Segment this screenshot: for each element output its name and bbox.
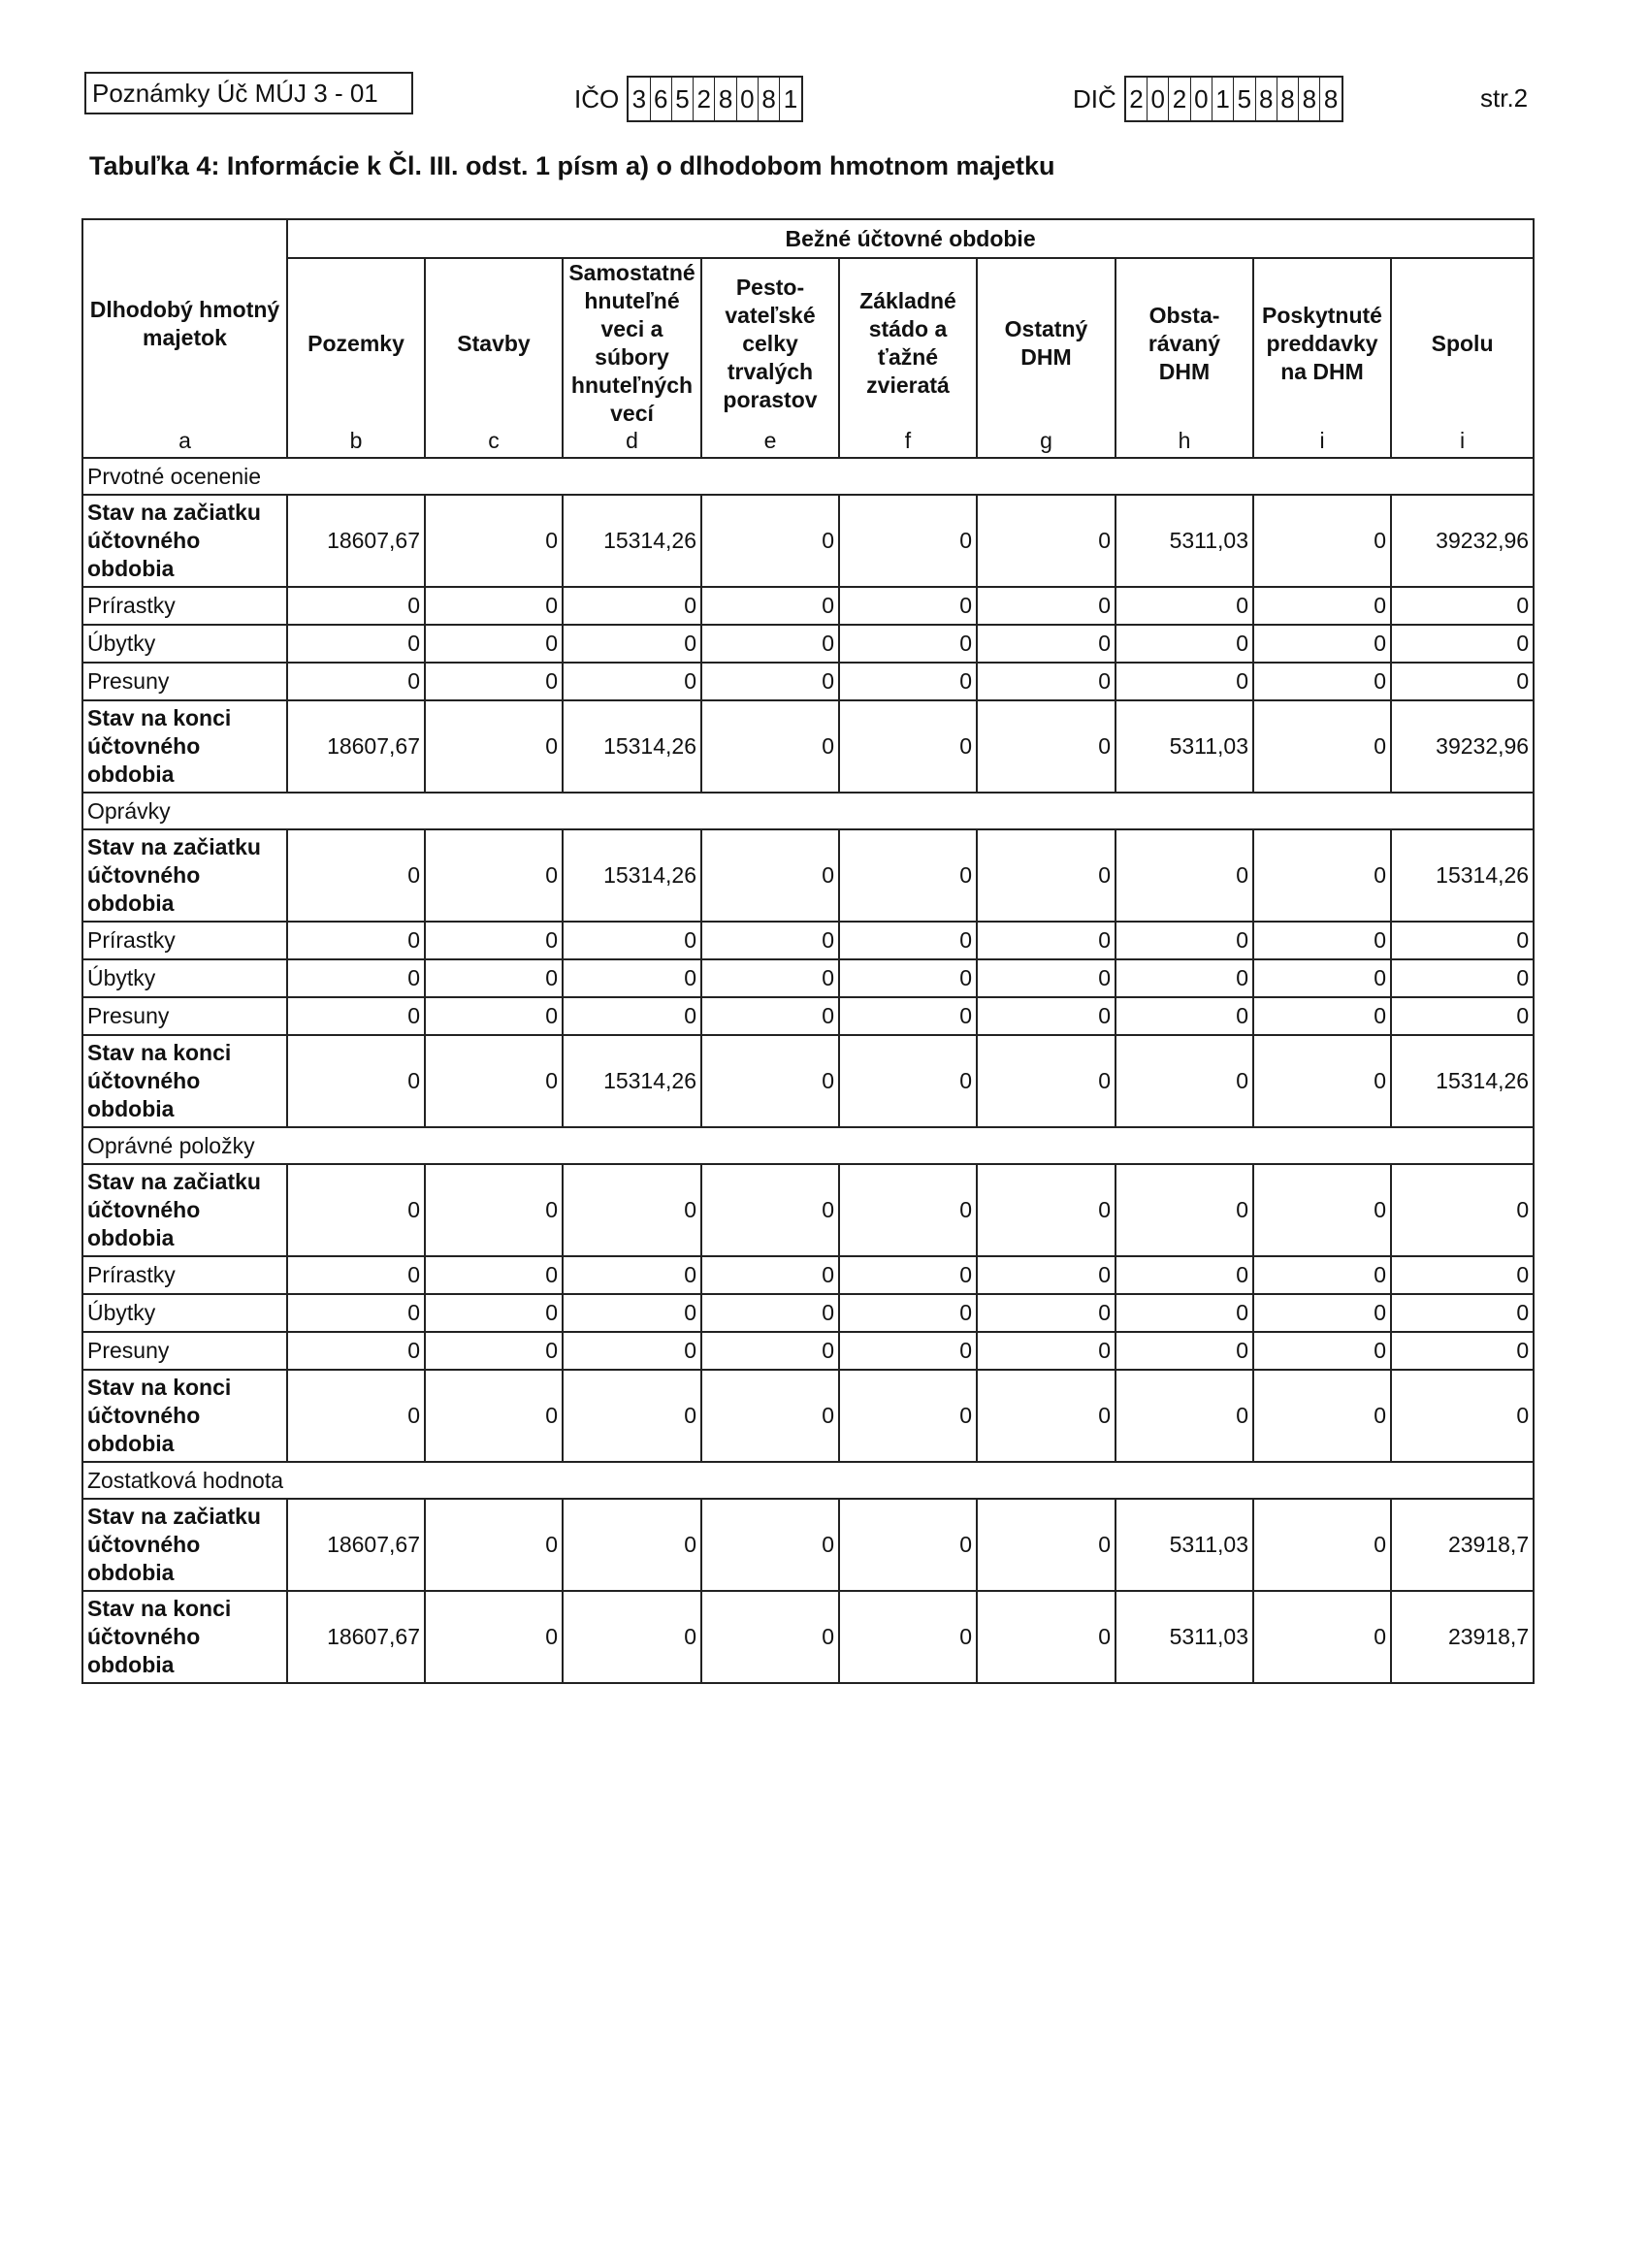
dic-label: DIČ <box>1073 83 1116 113</box>
value-cell: 5311,03 <box>1116 1591 1253 1683</box>
table-row <box>82 1591 1534 1683</box>
table-row <box>82 663 1534 700</box>
row-label: Úbytky <box>82 1294 287 1332</box>
value-cell: 0 <box>425 663 563 700</box>
value-cell: 0 <box>1253 700 1391 793</box>
value-cell: 0 <box>563 959 701 997</box>
section-title: Prvotné ocenenie <box>82 458 1534 495</box>
value-cell: 0 <box>1253 1256 1391 1294</box>
value-cell: 0 <box>1253 495 1391 587</box>
value-cell: 0 <box>977 587 1116 625</box>
value-cell: 0 <box>977 1035 1116 1127</box>
column-header <box>1391 258 1534 458</box>
value-cell: 0 <box>977 1499 1116 1591</box>
ico-group <box>574 76 803 122</box>
value-cell: 0 <box>1391 1332 1534 1370</box>
form-label: Poznámky Úč MÚJ 3 - 01 <box>84 72 413 114</box>
value-cell: 0 <box>1391 997 1534 1035</box>
ico-digit: 5 <box>672 78 694 120</box>
value-cell: 0 <box>839 959 977 997</box>
table-row <box>82 1256 1534 1294</box>
row-label: Prírastky <box>82 587 287 625</box>
value-cell: 0 <box>287 663 425 700</box>
column-label: Poskytnuté preddavky na DHM <box>1262 302 1382 384</box>
row-label: Presuny <box>82 1332 287 1370</box>
value-cell: 0 <box>977 829 1116 922</box>
row-label: Úbytky <box>82 625 287 663</box>
value-cell: 0 <box>701 1256 839 1294</box>
value-cell: 0 <box>1116 1035 1253 1127</box>
value-cell: 0 <box>287 959 425 997</box>
value-cell: 0 <box>1116 829 1253 922</box>
value-cell: 0 <box>1116 959 1253 997</box>
page-number: str.2 <box>1480 83 1529 113</box>
value-cell: 0 <box>287 625 425 663</box>
value-cell: 0 <box>1391 1256 1534 1294</box>
column-header <box>287 258 425 458</box>
section-row <box>82 458 1534 495</box>
value-cell: 5311,03 <box>1116 495 1253 587</box>
value-cell: 0 <box>701 1035 839 1127</box>
column-letter: b <box>349 428 363 453</box>
value-cell: 0 <box>701 625 839 663</box>
value-cell: 0 <box>287 922 425 959</box>
value-cell: 0 <box>425 1591 563 1683</box>
section-row <box>82 793 1534 829</box>
value-cell: 18607,67 <box>287 495 425 587</box>
value-cell: 0 <box>1116 1294 1253 1332</box>
value-cell: 0 <box>977 495 1116 587</box>
value-cell: 0 <box>563 663 701 700</box>
value-cell: 0 <box>839 1164 977 1256</box>
value-cell: 0 <box>1253 1591 1391 1683</box>
table-row <box>82 922 1534 959</box>
value-cell: 0 <box>839 922 977 959</box>
row-label: Stav na začiatku účtovného obdobia <box>82 829 287 922</box>
table-row <box>82 700 1534 793</box>
column-label: Ostatný DHM <box>1004 316 1088 370</box>
value-cell: 0 <box>839 1591 977 1683</box>
value-cell: 0 <box>977 1591 1116 1683</box>
value-cell: 0 <box>977 663 1116 700</box>
value-cell: 0 <box>425 587 563 625</box>
ico-digit: 3 <box>629 78 650 120</box>
ico-digit: 1 <box>783 84 798 113</box>
value-cell: 15314,26 <box>563 495 701 587</box>
value-cell: 0 <box>701 1164 839 1256</box>
value-cell: 0 <box>1391 959 1534 997</box>
column-label: Pozemky <box>307 330 404 356</box>
value-cell: 15314,26 <box>563 700 701 793</box>
value-cell: 0 <box>1391 587 1534 625</box>
value-cell: 0 <box>1391 1370 1534 1462</box>
table-row <box>82 959 1534 997</box>
value-cell: 0 <box>977 700 1116 793</box>
table-row <box>82 997 1534 1035</box>
dic-digit-boxes <box>1124 76 1343 122</box>
value-cell: 15314,26 <box>1391 829 1534 922</box>
column-label: Pesto-vateľské celky trvalých porastov <box>723 274 818 412</box>
dic-digit: 1 <box>1212 78 1234 120</box>
value-cell: 0 <box>1253 1499 1391 1591</box>
value-cell: 0 <box>977 922 1116 959</box>
table-row <box>82 829 1534 922</box>
value-cell: 0 <box>287 1035 425 1127</box>
value-cell: 0 <box>425 1370 563 1462</box>
value-cell: 0 <box>1253 1370 1391 1462</box>
header-first-column <box>82 219 287 458</box>
value-cell: 0 <box>839 1256 977 1294</box>
value-cell: 0 <box>425 922 563 959</box>
column-label: Základné stádo a ťažné zvieratá <box>859 288 956 398</box>
row-label: Prírastky <box>82 1256 287 1294</box>
row-label: Stav na konci účtovného obdobia <box>82 1370 287 1462</box>
value-cell: 0 <box>701 1499 839 1591</box>
ico-digit: 0 <box>737 78 759 120</box>
value-cell: 15314,26 <box>563 829 701 922</box>
value-cell: 0 <box>563 1332 701 1370</box>
value-cell: 5311,03 <box>1116 700 1253 793</box>
dic-digit: 2 <box>1169 78 1190 120</box>
ico-digit: 2 <box>694 78 715 120</box>
value-cell: 0 <box>701 1294 839 1332</box>
value-cell: 0 <box>701 587 839 625</box>
value-cell: 0 <box>1116 587 1253 625</box>
value-cell: 18607,67 <box>287 700 425 793</box>
column-header <box>1116 258 1253 458</box>
value-cell: 0 <box>701 495 839 587</box>
value-cell: 0 <box>1116 1256 1253 1294</box>
value-cell: 15314,26 <box>1391 1035 1534 1127</box>
value-cell: 0 <box>287 1332 425 1370</box>
section-row <box>82 1462 1534 1499</box>
dic-digit: 8 <box>1299 78 1320 120</box>
value-cell: 0 <box>425 625 563 663</box>
value-cell: 0 <box>977 1370 1116 1462</box>
table-row <box>82 587 1534 625</box>
value-cell: 0 <box>1116 997 1253 1035</box>
column-header <box>839 258 977 458</box>
column-header <box>1253 258 1391 458</box>
value-cell: 0 <box>287 1256 425 1294</box>
value-cell: 0 <box>701 1591 839 1683</box>
value-cell: 0 <box>1116 625 1253 663</box>
dic-digit: 2 <box>1126 78 1148 120</box>
value-cell: 0 <box>563 1370 701 1462</box>
column-letter: i <box>1319 428 1325 453</box>
section-title: Oprávné položky <box>82 1127 1534 1164</box>
dic-digit: 5 <box>1234 78 1255 120</box>
asset-table <box>81 218 1535 1684</box>
period-header: Bežné účtovné obdobie <box>287 219 1534 258</box>
value-cell: 0 <box>287 997 425 1035</box>
table-row <box>82 495 1534 587</box>
value-cell: 0 <box>563 1591 701 1683</box>
value-cell: 0 <box>1253 1035 1391 1127</box>
value-cell: 0 <box>839 495 977 587</box>
value-cell: 0 <box>839 1370 977 1462</box>
value-cell: 0 <box>1391 625 1534 663</box>
value-cell: 0 <box>563 1499 701 1591</box>
value-cell: 0 <box>1391 1294 1534 1332</box>
table-row <box>82 1035 1534 1127</box>
value-cell: 0 <box>1116 1164 1253 1256</box>
row-label: Presuny <box>82 997 287 1035</box>
value-cell: 0 <box>839 1332 977 1370</box>
value-cell: 0 <box>701 663 839 700</box>
value-cell: 0 <box>1391 922 1534 959</box>
value-cell: 0 <box>839 1499 977 1591</box>
value-cell: 0 <box>287 1164 425 1256</box>
value-cell: 0 <box>563 1256 701 1294</box>
table-caption: Tabuľka 4: Informácie k Čl. III. odst. 1 písm a) o dlhodobom hmotnom majetku <box>89 151 1055 180</box>
value-cell: 0 <box>701 959 839 997</box>
value-cell: 0 <box>563 1294 701 1332</box>
table-row <box>82 1164 1534 1256</box>
value-cell: 0 <box>839 625 977 663</box>
value-cell: 0 <box>977 997 1116 1035</box>
value-cell: 23918,7 <box>1391 1591 1534 1683</box>
value-cell: 0 <box>701 922 839 959</box>
value-cell: 0 <box>839 1035 977 1127</box>
value-cell: 0 <box>287 1370 425 1462</box>
column-header <box>563 258 701 458</box>
row-label: Stav na začiatku účtovného obdobia <box>82 1164 287 1256</box>
value-cell: 18607,67 <box>287 1499 425 1591</box>
column-letter: d <box>626 428 638 453</box>
value-cell: 0 <box>425 1499 563 1591</box>
row-label: Stav na konci účtovného obdobia <box>82 700 287 793</box>
value-cell: 0 <box>563 997 701 1035</box>
value-cell: 0 <box>425 1256 563 1294</box>
column-label: Spolu <box>1431 330 1494 356</box>
section-title: Oprávky <box>82 793 1534 829</box>
column-label: Samostatné hnuteľné veci a súbory hnuteľných vecí <box>568 260 695 426</box>
value-cell: 0 <box>1253 1164 1391 1256</box>
value-cell: 0 <box>1116 663 1253 700</box>
value-cell: 0 <box>701 829 839 922</box>
dic-group <box>1073 76 1343 122</box>
value-cell: 0 <box>839 1294 977 1332</box>
section-row <box>82 1127 1534 1164</box>
value-cell: 0 <box>977 1256 1116 1294</box>
value-cell: 0 <box>425 700 563 793</box>
value-cell: 0 <box>977 1332 1116 1370</box>
value-cell: 0 <box>839 997 977 1035</box>
row-label: Presuny <box>82 663 287 700</box>
column-letter: h <box>1178 428 1191 453</box>
value-cell: 0 <box>1253 829 1391 922</box>
value-cell: 0 <box>1253 1294 1391 1332</box>
table-row <box>82 1294 1534 1332</box>
table-row <box>82 625 1534 663</box>
column-letter: f <box>904 428 912 453</box>
value-cell: 0 <box>287 1294 425 1332</box>
value-cell: 0 <box>977 625 1116 663</box>
row-label: Úbytky <box>82 959 287 997</box>
value-cell: 0 <box>977 959 1116 997</box>
column-header <box>425 258 563 458</box>
column-letter: i <box>1459 428 1466 453</box>
dic-digit: 8 <box>1277 78 1299 120</box>
value-cell: 0 <box>287 587 425 625</box>
value-cell: 0 <box>1253 922 1391 959</box>
table-row <box>82 1499 1534 1591</box>
value-cell: 39232,96 <box>1391 700 1534 793</box>
ico-digit: 6 <box>651 78 672 120</box>
section-title: Zostatková hodnota <box>82 1462 1534 1499</box>
dic-digit: 8 <box>1323 84 1339 113</box>
dic-digit: 0 <box>1148 78 1169 120</box>
value-cell: 0 <box>839 700 977 793</box>
value-cell: 0 <box>563 587 701 625</box>
table-row <box>82 1332 1534 1370</box>
column-letter: g <box>1040 428 1052 453</box>
ico-label: IČO <box>574 83 620 113</box>
value-cell: 39232,96 <box>1391 495 1534 587</box>
row-label: Stav na konci účtovného obdobia <box>82 1035 287 1127</box>
value-cell: 0 <box>563 922 701 959</box>
value-cell: 0 <box>1391 663 1534 700</box>
value-cell: 0 <box>701 700 839 793</box>
value-cell: 0 <box>1253 1332 1391 1370</box>
column-label: Stavby <box>457 330 531 356</box>
value-cell: 5311,03 <box>1116 1499 1253 1591</box>
ico-digit: 8 <box>759 78 780 120</box>
value-cell: 0 <box>1391 1164 1534 1256</box>
table-row <box>82 1370 1534 1462</box>
dic-digit: 8 <box>1256 78 1277 120</box>
value-cell: 0 <box>1253 625 1391 663</box>
value-cell: 0 <box>425 829 563 922</box>
value-cell: 0 <box>425 1294 563 1332</box>
column-header <box>977 258 1116 458</box>
value-cell: 0 <box>701 1370 839 1462</box>
value-cell: 0 <box>1253 587 1391 625</box>
value-cell: 0 <box>1253 959 1391 997</box>
value-cell: 0 <box>1116 1370 1253 1462</box>
ico-digit-boxes <box>627 76 802 122</box>
value-cell: 0 <box>287 829 425 922</box>
value-cell: 0 <box>839 829 977 922</box>
value-cell: 0 <box>425 1332 563 1370</box>
dic-digit: 0 <box>1191 78 1212 120</box>
row-label: Stav na začiatku účtovného obdobia <box>82 1499 287 1591</box>
column-letter: c <box>488 428 500 453</box>
value-cell: 0 <box>425 495 563 587</box>
value-cell: 18607,67 <box>287 1591 425 1683</box>
value-cell: 15314,26 <box>563 1035 701 1127</box>
value-cell: 0 <box>563 1164 701 1256</box>
row-label: Prírastky <box>82 922 287 959</box>
row-label: Stav na konci účtovného obdobia <box>82 1591 287 1683</box>
value-cell: 0 <box>1253 663 1391 700</box>
value-cell: 0 <box>425 1035 563 1127</box>
value-cell: 0 <box>425 959 563 997</box>
value-cell: 0 <box>425 997 563 1035</box>
value-cell: 0 <box>1253 997 1391 1035</box>
value-cell: 0 <box>563 625 701 663</box>
value-cell: 0 <box>1116 922 1253 959</box>
value-cell: 0 <box>839 587 977 625</box>
column-header <box>701 258 839 458</box>
value-cell: 23918,7 <box>1391 1499 1534 1591</box>
first-column-label: Dlhodobý hmotný majetok <box>89 297 280 350</box>
value-cell: 0 <box>701 997 839 1035</box>
value-cell: 0 <box>839 663 977 700</box>
value-cell: 0 <box>701 1332 839 1370</box>
row-label: Stav na začiatku účtovného obdobia <box>82 495 287 587</box>
column-letter: a <box>178 428 191 453</box>
value-cell: 0 <box>1116 1332 1253 1370</box>
value-cell: 0 <box>425 1164 563 1256</box>
column-label: Obsta-rávaný DHM <box>1148 302 1221 384</box>
value-cell: 0 <box>977 1164 1116 1256</box>
ico-digit: 8 <box>715 78 736 120</box>
column-letter: e <box>763 428 777 453</box>
value-cell: 0 <box>977 1294 1116 1332</box>
